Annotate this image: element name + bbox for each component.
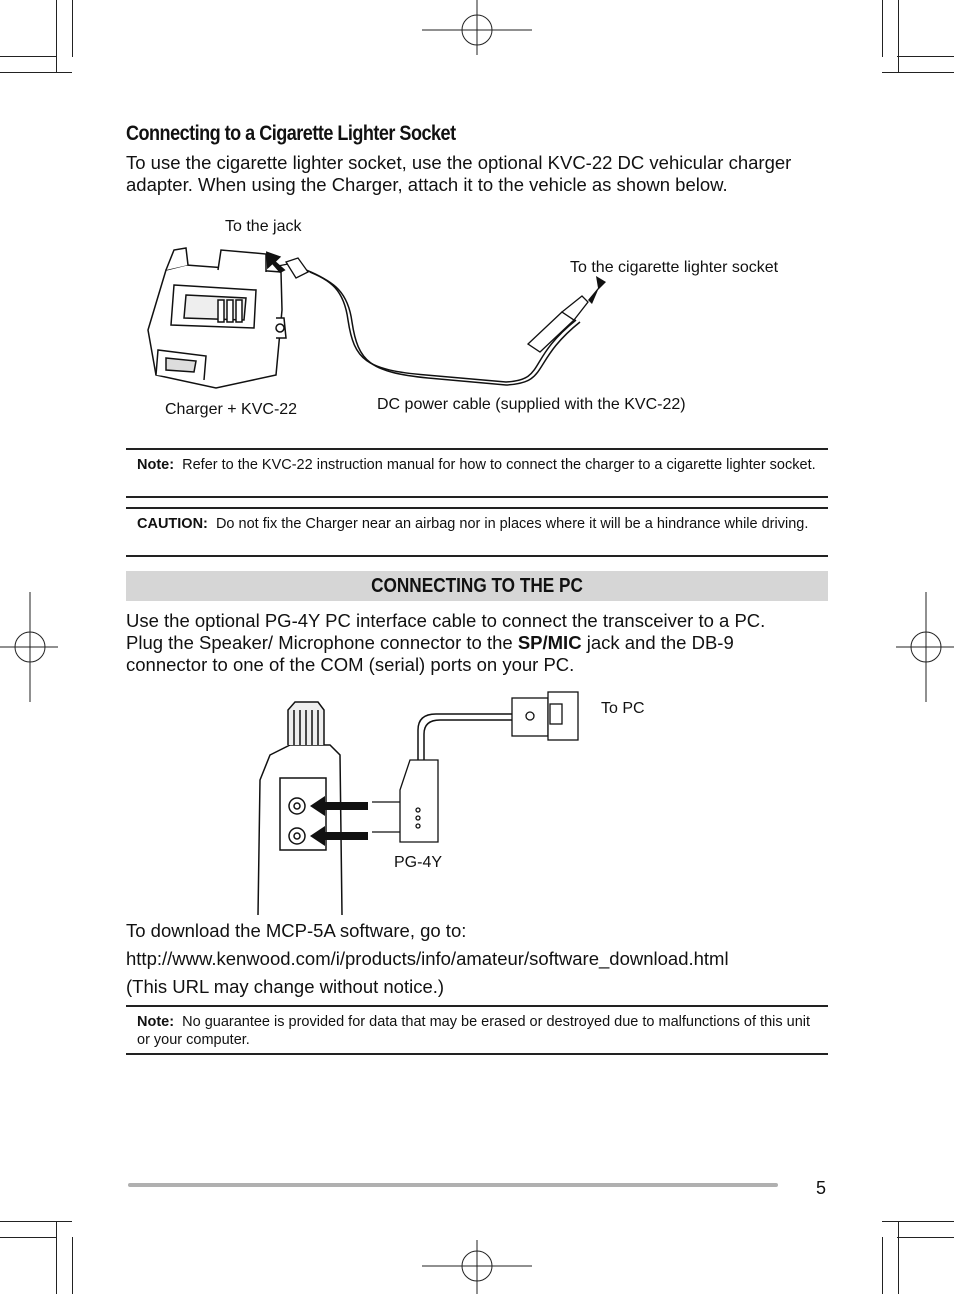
download-url: http://www.kenwood.com/i/products/info/amateur/software_download.html xyxy=(126,948,729,969)
label-to-the-jack: To the jack xyxy=(225,218,302,235)
arrows xyxy=(264,248,606,304)
note-box-1 xyxy=(126,448,828,498)
section-banner-pc xyxy=(126,571,828,601)
pc-line-1: Use the optional PG-4Y PC interface cable to connect the transceiver to a PC. xyxy=(126,610,766,631)
pc-line-3: connector to one of the COM (serial) ports on your PC. xyxy=(126,654,575,675)
intro-line-1: To use the cigarette lighter socket, use the optional KVC-22 DC vehicular charger xyxy=(126,152,792,173)
dc-power-cable xyxy=(306,270,580,385)
section-title-connecting-pc: CONNECTING TO THE PC xyxy=(371,575,583,597)
note-text: Refer to the KVC-22 instruction manual for how to connect the charger to a cigarette lighter socket. xyxy=(182,457,816,473)
intro-line-2: adapter. When using the Charger, attach it to the vehicle as shown below. xyxy=(126,174,728,195)
pc-line-2: Plug the Speaker/ Microphone connector to the SP/MIC jack and the DB-9 xyxy=(126,632,734,653)
caution-box xyxy=(126,507,828,557)
footer-rule xyxy=(128,1183,778,1187)
charger-illustration xyxy=(148,248,286,388)
page-number: 5 xyxy=(816,1178,827,1198)
note-box-2 xyxy=(126,1005,828,1055)
label-dc-power-cable: DC power cable (supplied with the KVC-22) xyxy=(377,396,686,413)
download-notice: (This URL may change without notice.) xyxy=(126,976,445,997)
note-2-text: No guarantee is provided for data that may be erased or destroyed due to malfunctions of this unit or your computer. xyxy=(137,1014,811,1048)
label-to-cigarette-socket: To the cigarette lighter socket xyxy=(570,259,779,276)
intro-paragraph xyxy=(126,152,836,196)
label-to-pc: To PC xyxy=(601,700,645,717)
pg4y-connector xyxy=(372,760,438,842)
download-line: To download the MCP-5A software, go to: xyxy=(126,920,467,941)
label-pg4y: PG-4Y xyxy=(394,854,443,871)
note-2-label: Note: xyxy=(137,1014,175,1030)
db9-connector xyxy=(512,692,578,740)
download-block xyxy=(126,920,836,998)
caution-label: CAUTION: xyxy=(137,516,208,532)
label-charger-kvc22: Charger + KVC-22 xyxy=(165,401,298,418)
pc-paragraph xyxy=(126,610,836,676)
caution-text: Do not fix the Charger near an airbag nor in places where it will be a hindrance while driving. xyxy=(215,516,809,532)
sp-mic-jack-label: SP/MIC xyxy=(517,632,582,653)
note-label: Note: xyxy=(137,457,175,473)
pc-cable-diagram xyxy=(250,690,670,915)
plug-illustrations xyxy=(278,258,588,352)
section-title-cigarette-socket: Connecting to a Cigarette Lighter Socket xyxy=(126,122,456,145)
pg4y-cable xyxy=(418,714,512,760)
